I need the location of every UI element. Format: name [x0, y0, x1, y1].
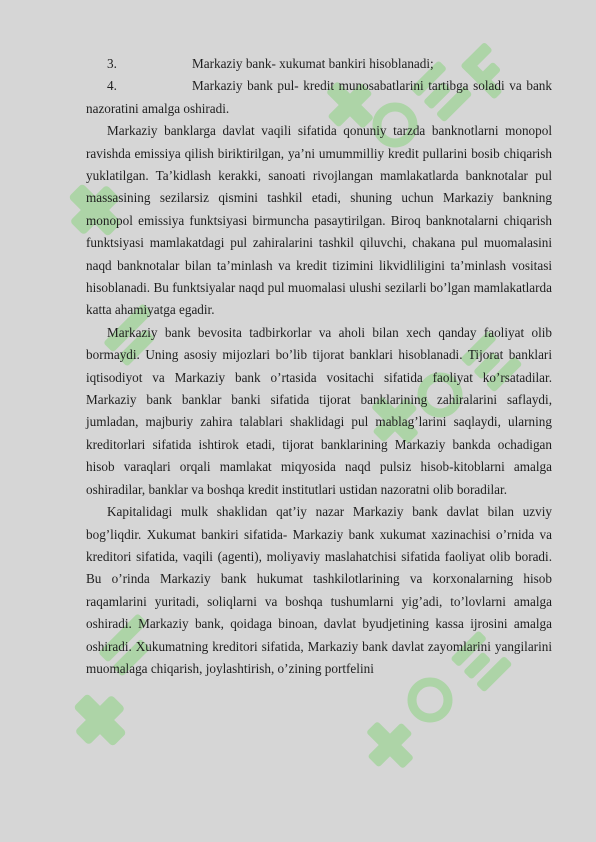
list-item-number: 4.: [107, 78, 117, 94]
paragraph: Markaziy banklarga davlat vaqili sifatida qonuniy tarzda banknotlarni monopol ravishda emissiya qilish biriktirilgan, ya’ni umummilliy kredit pullarini bosib chiqarish yuklatilgan. Ta’kidlash kerakki, sanoati rivojlangan mamlakatlarda banknotalar pul massasining sezilarsiz qismini tashkil etadi, shuning uchun Markaziy bankning monopol emissiya funktsiyasi birmuncha pasaytirilgan. Biroq banknotalarni chiqarish funktsiyasi mamlakatdagi pul zahiralarini tashkil qiluvchi, chakana pul muomalasini naqd banknotalar bilan ta’minlash va kredit tizimini likvidliligini ta’minlash vositasi hisoblanadi. Bu funktsiyalar naqd pul muomalasi ulushi sezilarli bo’lgan mamlakatlarda katta ahamiyatga egadir.: [86, 123, 552, 318]
list-item-text: Markaziy bank- xukumat bankiri hisoblanadi;: [192, 56, 434, 71]
paragraph: Markaziy bank bevosita tadbirkorlar va aholi bilan xech qanday faoliyat olib bormaydi. Uning asosiy mijozlari bo’lib tijorat banklari hisoblanadi. Tijorat banklari iqtisodiyot va Markaziy bank o’rtasida vositachi sifatida faoliyat ko’rsatadilar. Markaziy bank banklar banki sifatida tijorat banklarining zahiralarini saflaydi, jumladan, majburiy zahira talablari shaklidagi pul mablag’larini saqlaydi, ularning kreditorlari sifatida ishtirok etadi, tijorat banklarining Markaziy bankda ochadigan hisob varaqlari orqali mamlakat miqyosida naqd pulsiz hisob-kitoblarni amalga oshiradilar, banklar va boshqa kredit institutlari ustidan nazoratni olib boradilar.: [86, 324, 552, 497]
list-item: [86, 53, 552, 75]
paragraph: Kapitalidagi mulk shaklidan qat’iy nazar Markaziy bank davlat bilan uzviy bog’liqdir. Xukumat bankiri sifatida- Markaziy bank xukumat xazinachisi o’rnida va kreditori sifatida, vaqili (agenti), moliyaviy maslahatchisi sifatida faoliyat olib boradi. Bu o’rinda Markaziy bank hukumat tashkilotlarining va korxonalarning hisob raqamlarini yuritadi, soliqlarni va boshqa tushumlarni yig’adi, to’lovlarni amalga oshiradi. Markaziy bank, qoidaga binoan, davlat byudjetining kassa ijrosini amalga oshiradi. Xukumatning kreditori sifatida, Markaziy bank davlat zayomlarini yangilarini muomalaga chiqarish, joylashtirish, o’zining portfelini: [86, 504, 552, 676]
list-item-number: 3.: [107, 56, 117, 71]
list-item: [86, 75, 552, 120]
document-body: [86, 53, 552, 680]
list-item-text: Markaziy bank pul- kredit munosabatlarini tartibga soladi va bank nazoratini amalga oshiradi.: [86, 78, 552, 116]
